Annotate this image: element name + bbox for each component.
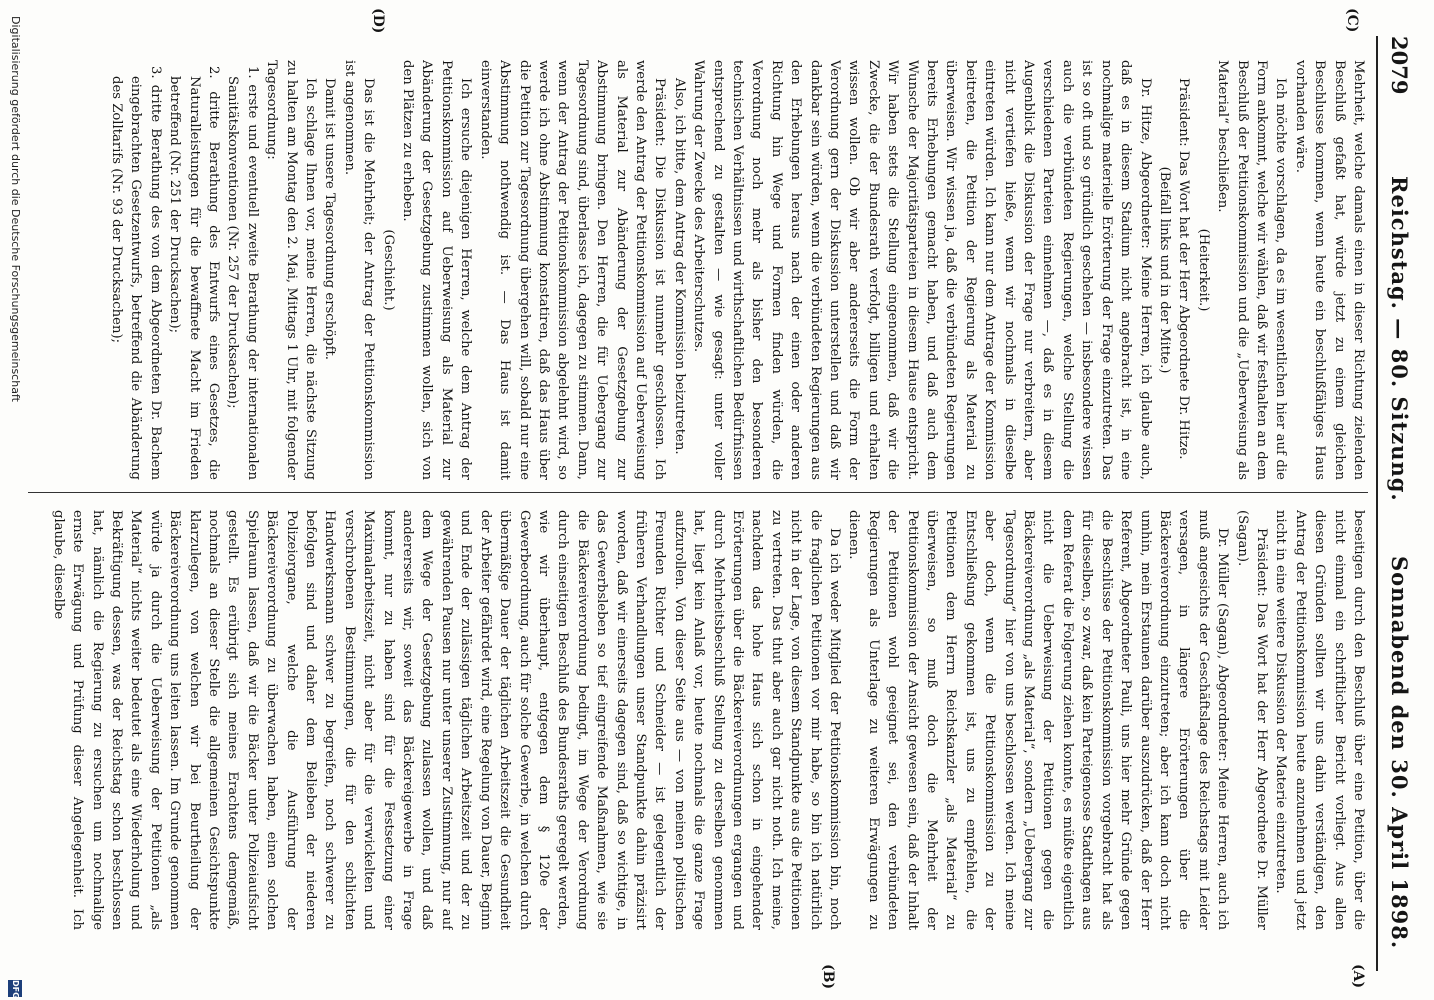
stage-direction: (Geschieht.) (380, 229, 396, 311)
paragraph: Mehrheit, welche damals einen in dieser Richtung zielenden Beschluß gefaßt hat, würde jetzt zu einem gleichen Beschlusse kommen, wenn heute ein beschlußfähiges Haus vorhanden wäre. (1292, 60, 1366, 480)
dfg-logo: DFG (8, 980, 22, 997)
page-number: 2079 (1387, 36, 1412, 95)
right-column (28, 510, 1368, 930)
paragraph: Dr. Hitze, Abgeordneter: Meine Herren, ich glaube auch, daß es in diesem Stadium nicht angebracht ist, in eine nochmalige materielle Erörterung der Frage einzutreten. Das ist so oft und so gründlich geschehen — insbesondere wissen auch die verbündeten Regierungen, welche Stellung die verschiedenen Parteien einnehmen —, daß es in diesem Augenblick die Diskussion der Frage nur verbreitern, aber nicht vertiefen hieße, wenn wir nochmals in dieselbe eintreten würden. Ich kann nur dem Antrage der Kommission beitreten, die Petition der Regierung als Material zu überweisen. Wir wissen ja, daß die verbündeten Regierungen bereits Erhebungen gemacht haben, und daß auch dem Wunsche der Majoritätsparteien in diesem Hause entspricht. Wir haben stets die Stellung eingenommen, daß wir die Zwecke, die der Bundesrath verfolgt, billigen und erhalten wissen wollen. Ob wir aber andererseits die Form der Verordnung gern der Diskussion unterstellen und daß wir dankbar sein würden, wenn die verbündeten Regierungen aus den Erhebungen heraus nach der einen oder anderen Richtung hin Wege und Formen finden würden, die Verordnung noch mehr als bisher den besonderen technischen Verhältnissen und wirthschaftlichen Bedürfnissen entsprechend zu gestalten — wie gesagt: unter voller Wahrung der Zwecke des Arbeiterschutzes. (691, 60, 1153, 480)
paragraph: Ich ersuche diejenigen Herren, welche dem Antrag der Petitionskommission auf Ueberweisung als Material zur Abänderung der Gesetzgebung zustimmen wollen, sich von den Plätzen zu erheben. (400, 60, 474, 480)
paragraph: Präsident: Das Wort hat der Herr Abgeordnete Dr. Hitze. (1176, 78, 1192, 460)
page-footer (2, 0, 22, 1000)
agenda-item: 3. dritte Berathung des von dem Abgeordneten Dr. Bachem eingebrachten Gesetzentwurfs, betreffend die Abänderung des Zolltarifs (Nr. 93 der Drucksachen); (109, 66, 163, 480)
paragraph: Also, ich bitte, dem Antrag der Kommission beizutreten. (671, 78, 687, 455)
page-title: Reichstag. — 80. Sitzung. (1387, 176, 1412, 502)
agenda-item: 1. erste und eventuell zweite Berathung der internationalen Sanitätskonventionen (Nr. 257 der Drucksachen); (225, 66, 260, 480)
agenda-item: 2. dritte Berathung des Entwurfs eines Gesetzes, die Naturalleistungen für die bewaffnete Macht im Frieden betreffend (Nr. 251 der Drucksachen); (167, 66, 222, 480)
margin-marker-c: (C) (1344, 8, 1360, 33)
paragraph: Präsident: Das Wort hat der Herr Abgeordnete Dr. Müller (Sagan). (1234, 510, 1269, 930)
paragraph: Das ist die Mehrheit; der Antrag der Petitionskommission ist angenommen. (341, 60, 377, 480)
stage-direction: (Heiterkeit.) (1195, 228, 1211, 312)
stage-direction: (Beifall links und in der Mitte.) (1156, 166, 1172, 374)
paragraph: Damit ist unsere Tagesordnung erschöpft. (322, 78, 338, 360)
margin-marker-a: (A) (1350, 964, 1366, 989)
paragraph: Ich möchte vorschlagen, da es im wesentlichen hier auf die Form ankommt, welche wir wählen, daß wir festhalten an dem Beschluß der Petitionskommission und die „Ueberweisung als Material“ beschließen. (1215, 60, 1289, 480)
margin-marker-b: (B) (820, 964, 836, 990)
paragraph: Präsident: Die Diskussion ist nunmehr geschlossen. Ich werde den Antrag der Petitionskommission auf Ueberweisung als Material zur Abänderung der Gesetzgebung zur Abstimmung bringen. Den Herren, die für Uebergang zur Tagesordnung sind, überlasse ich, dagegen zu stimmen. Dann, wenn der Antrag der Petitionskommission abgelehnt wird, so werde ich ohne Abstimmung konstatiren, daß das Haus über die Petition zur Tagesordnung übergehen will, sobald nur eine Abstimmung nothwendig ist. — Das Haus ist damit einverstanden. (477, 60, 668, 480)
session-date: Sonnabend den 30. April 1898. (1387, 556, 1412, 950)
column-divider (28, 492, 1368, 493)
funding-note: Digitalisierung gefördert durch die Deutsche Forschungsgemeinschaft (9, 16, 22, 402)
paragraph: beseitigen durch den Beschluß über eine Petition, über die nicht einmal ein schriftlicher Bericht vorliegt. Aus allen diesen Gründen sollten wir uns dahin verständigen, den Antrag der Petitionskommission heute anzunehmen und jetzt nicht in eine weitere Diskussion der Materie einzutreten. (1273, 510, 1366, 930)
margin-marker-d: (D) (370, 8, 386, 34)
paragraph: Dr. Müller (Sagan), Abgeordneter: Meine Herren, auch ich muß angesichts der Geschäftslage des Reichstags mit Leider versagen, in längere Erörterungen über die Bäckereiverordnung einzutreten; aber ich kann doch nicht umhin, mein Erstaunen darüber auszudrücken, daß der Herr Referent, Abgeordneter Pauli, uns hier mehr Gründe gegen die Beschlüsse der Petitionskommission vorgebracht hat als für dieselben, so zwar, daß kein Parteigenosse Stadthagen aus dem Referat die Folgerung ziehen konnte, es müßte eigentlich nicht die Ueberweisung der Petitionen gegen die Bäckereiverordnung „als Material“, sondern „Uebergang zur Tagesordnung“ hier von uns beschlossen werden. Ich meine aber doch, wenn die Petitionskommission zu der Entschließung gekommen ist, uns zu empfehlen, die Petitionen dem Herrn Reichskanzler „als Material“ zu überweisen, so muß doch die Mehrheit der Petitionskommission der Ansicht gewesen sein, daß der Inhalt der Petitionen wohl geeignet sei, den verbündeten Regierungen als Unterlage zu weiteren Erwägungen zu dienen. (846, 510, 1231, 930)
left-column (28, 60, 1368, 480)
paragraph: Da ich weder Mitglied der Petitionskommission bin, noch die fraglichen Petitionen vor mir habe, so bin ich natürlich nicht in der Lage, von diesem Standpunkte aus die Petitionen zu vertreten. Das thut aber auch gar nicht noth. Ich meine, nachdem das hohe Haus sich schon in eingehender Erörterungen über die Bäckereiverordnungen ergangen und durch Mehrheitsbeschluß Stellung zu derselben genommen hat, liegt kein Anlaß vor, heute nochmals die ganze Frage aufzurollen. Von dieser Seite aus — von meinen politischen Freunden Richter und Schneider — ist gelegentlich der früheren Verhandlungen unser Standpunkte dahin präzisirt worden, daß wir einerseits dagegen sind, daß so wichtige, in das Gewerbsleben so tief eingreifende Maßnahmen, wie sie die Bäckereiverordnung bedingt, im Wege der Verordnung durch einseitigen Beschluß des Bundesraths geregelt werden, wie wir überhaupt, entgegen dem § 120e der Gewerbeordnung, auch für solche Gewerbe, in welchen durch übermäßige Dauer der täglichen Arbeitszeit die Gesundheit der Arbeiter gefährdet wird, eine Regelung von Dauer, Beginn und Ende der zulässigen täglichen Arbeitszeit und der zu gewährenden Pausen nur unter unserer Zustimmung, nur auf dem Wege der Gesetzgebung zulassen wollen, und daß andererseits wir, soweit das Bäckereigewerbe in Frage kommt, nur zu haben sind für die Festsetzung einer Maximalarbeitszeit, nicht aber für die verwickelten und verschrobenen Bestimmungen, die für den schlichten Handwerksmann schwer zu begreifen, noch schwerer zu befolgen sind und daher dem Belieben der niederen Polizeiorgane, welche die Ausführung der Bäckereiverordnung zu überwachen haben, einen solchen Spielraum lassen, daß wir die Bäcker unter Polizeiaufsicht gestellt. Es erübrigt sich meines Erachtens demgemäß, nochmals an dieser Stelle die allgemeinen Gesichtspunkte klarzulegen, von welchen wir bei Beurtheilung der Bäckereiverordnung uns leiten lassen. Im Grunde genommen würde ja durch die Ueberweisung der Petitionen „als Material“ nichts weiter bedeutet als eine Wiederholung und Bekräftigung dessen, was der Reichstag schon beschlossen hat, nämlich die Regierung zu ersuchen um nochmalige ernste Erwägung und Prüfung dieser Angelegenheit. Ich glaube, dieselbe (50, 510, 843, 930)
paragraph: Ich schlage Ihnen vor, meine Herren, die nächste Sitzung zu halten am Montag den 2. Mai, Mittags 1 Uhr, mit folgender Tagesordnung: (264, 60, 319, 480)
page-header (1376, 36, 1416, 971)
